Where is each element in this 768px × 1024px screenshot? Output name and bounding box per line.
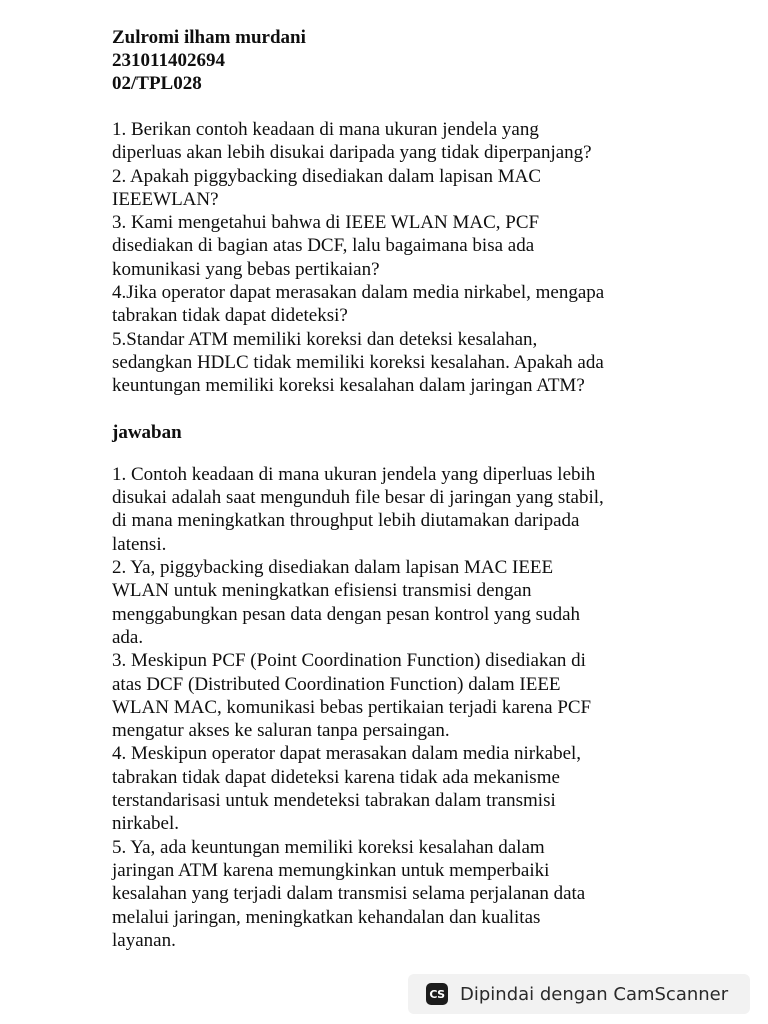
question-line: komunikasi yang bebas pertikaian? [112,258,380,280]
answer-line: 3. Meskipun PCF (Point Coordination Function) disediakan di [112,650,586,672]
question-line: keuntungan memiliki koreksi kesalahan dalam jaringan ATM? [112,375,585,397]
student-id: 231011402694 [112,50,225,71]
question-line: sedangkan HDLC tidak memiliki koreksi kesalahan. Apakah ada [112,351,604,373]
answer-line: layanan. [112,929,176,951]
class-code: 02/TPL028 [112,73,202,94]
header-block [112,26,682,95]
answer-line: nirkabel. [112,813,180,835]
camscanner-watermark [408,974,750,1014]
answer-line: latensi. [112,533,167,555]
question-line: IEEEWLAN? [112,188,219,210]
camscanner-icon: CS [426,983,448,1005]
answers-heading: jawaban [112,421,182,443]
question-line: 4.Jika operator dapat merasakan dalam media nirkabel, mengapa [112,282,605,304]
answer-line: di mana meningkatkan throughput lebih diutamakan daripada [112,510,580,532]
question-line: 2. Apakah piggybacking disediakan dalam lapisan MAC [112,165,541,187]
question-line: 5.Standar ATM memiliki koreksi dan deteksi kesalahan, [112,328,538,350]
answer-line: tabrakan tidak dapat dideteksi karena tidak ada mekanisme [112,766,560,788]
answer-line: terstandarisasi untuk mendeteksi tabrakan dalam transmisi [112,790,556,812]
answer-line: melalui jaringan, meningkatkan kehandalan dan kualitas [112,906,541,928]
document-page [112,26,682,952]
answer-line: mengatur akses ke saluran tanpa persaingan. [112,720,450,742]
question-line: diperluas akan lebih disukai daripada yang tidak diperpanjang? [112,142,592,164]
question-line: 3. Kami mengetahui bahwa di IEEE WLAN MAC, PCF [112,212,540,234]
answer-line: menggabungkan pesan data dengan pesan kontrol yang sudah [112,603,581,625]
answers-block [112,463,682,952]
answer-line: ada. [112,626,144,648]
answer-line: disukai adalah saat mengunduh file besar di jaringan yang stabil, [112,487,604,509]
answer-line: kesalahan yang terjadi dalam transmisi selama perjalanan data [112,883,586,905]
question-line: tabrakan tidak dapat dideteksi? [112,305,348,327]
watermark-text: Dipindai dengan CamScanner [460,983,729,1005]
student-name: Zulromi ilham murdani [112,27,306,48]
questions-block [112,118,682,398]
answer-line: 2. Ya, piggybacking disediakan dalam lapisan MAC IEEE [112,557,554,579]
answer-line: WLAN untuk meningkatkan efisiensi transmisi dengan [112,580,532,602]
answer-line: 5. Ya, ada keuntungan memiliki koreksi kesalahan dalam [112,836,545,858]
question-line: disediakan di bagian atas DCF, lalu bagaimana bisa ada [112,235,535,257]
question-line: 1. Berikan contoh keadaan di mana ukuran jendela yang [112,119,539,140]
answer-line: 4. Meskipun operator dapat merasakan dalam media nirkabel, [112,743,582,765]
answer-line: 1. Contoh keadaan di mana ukuran jendela yang diperluas lebih [112,463,596,485]
answer-line: WLAN MAC, komunikasi bebas pertikaian terjadi karena PCF [112,696,592,718]
answer-line: atas DCF (Distributed Coordination Function) dalam IEEE [112,673,561,695]
answer-line: jaringan ATM karena memungkinkan untuk memperbaiki [112,859,550,881]
